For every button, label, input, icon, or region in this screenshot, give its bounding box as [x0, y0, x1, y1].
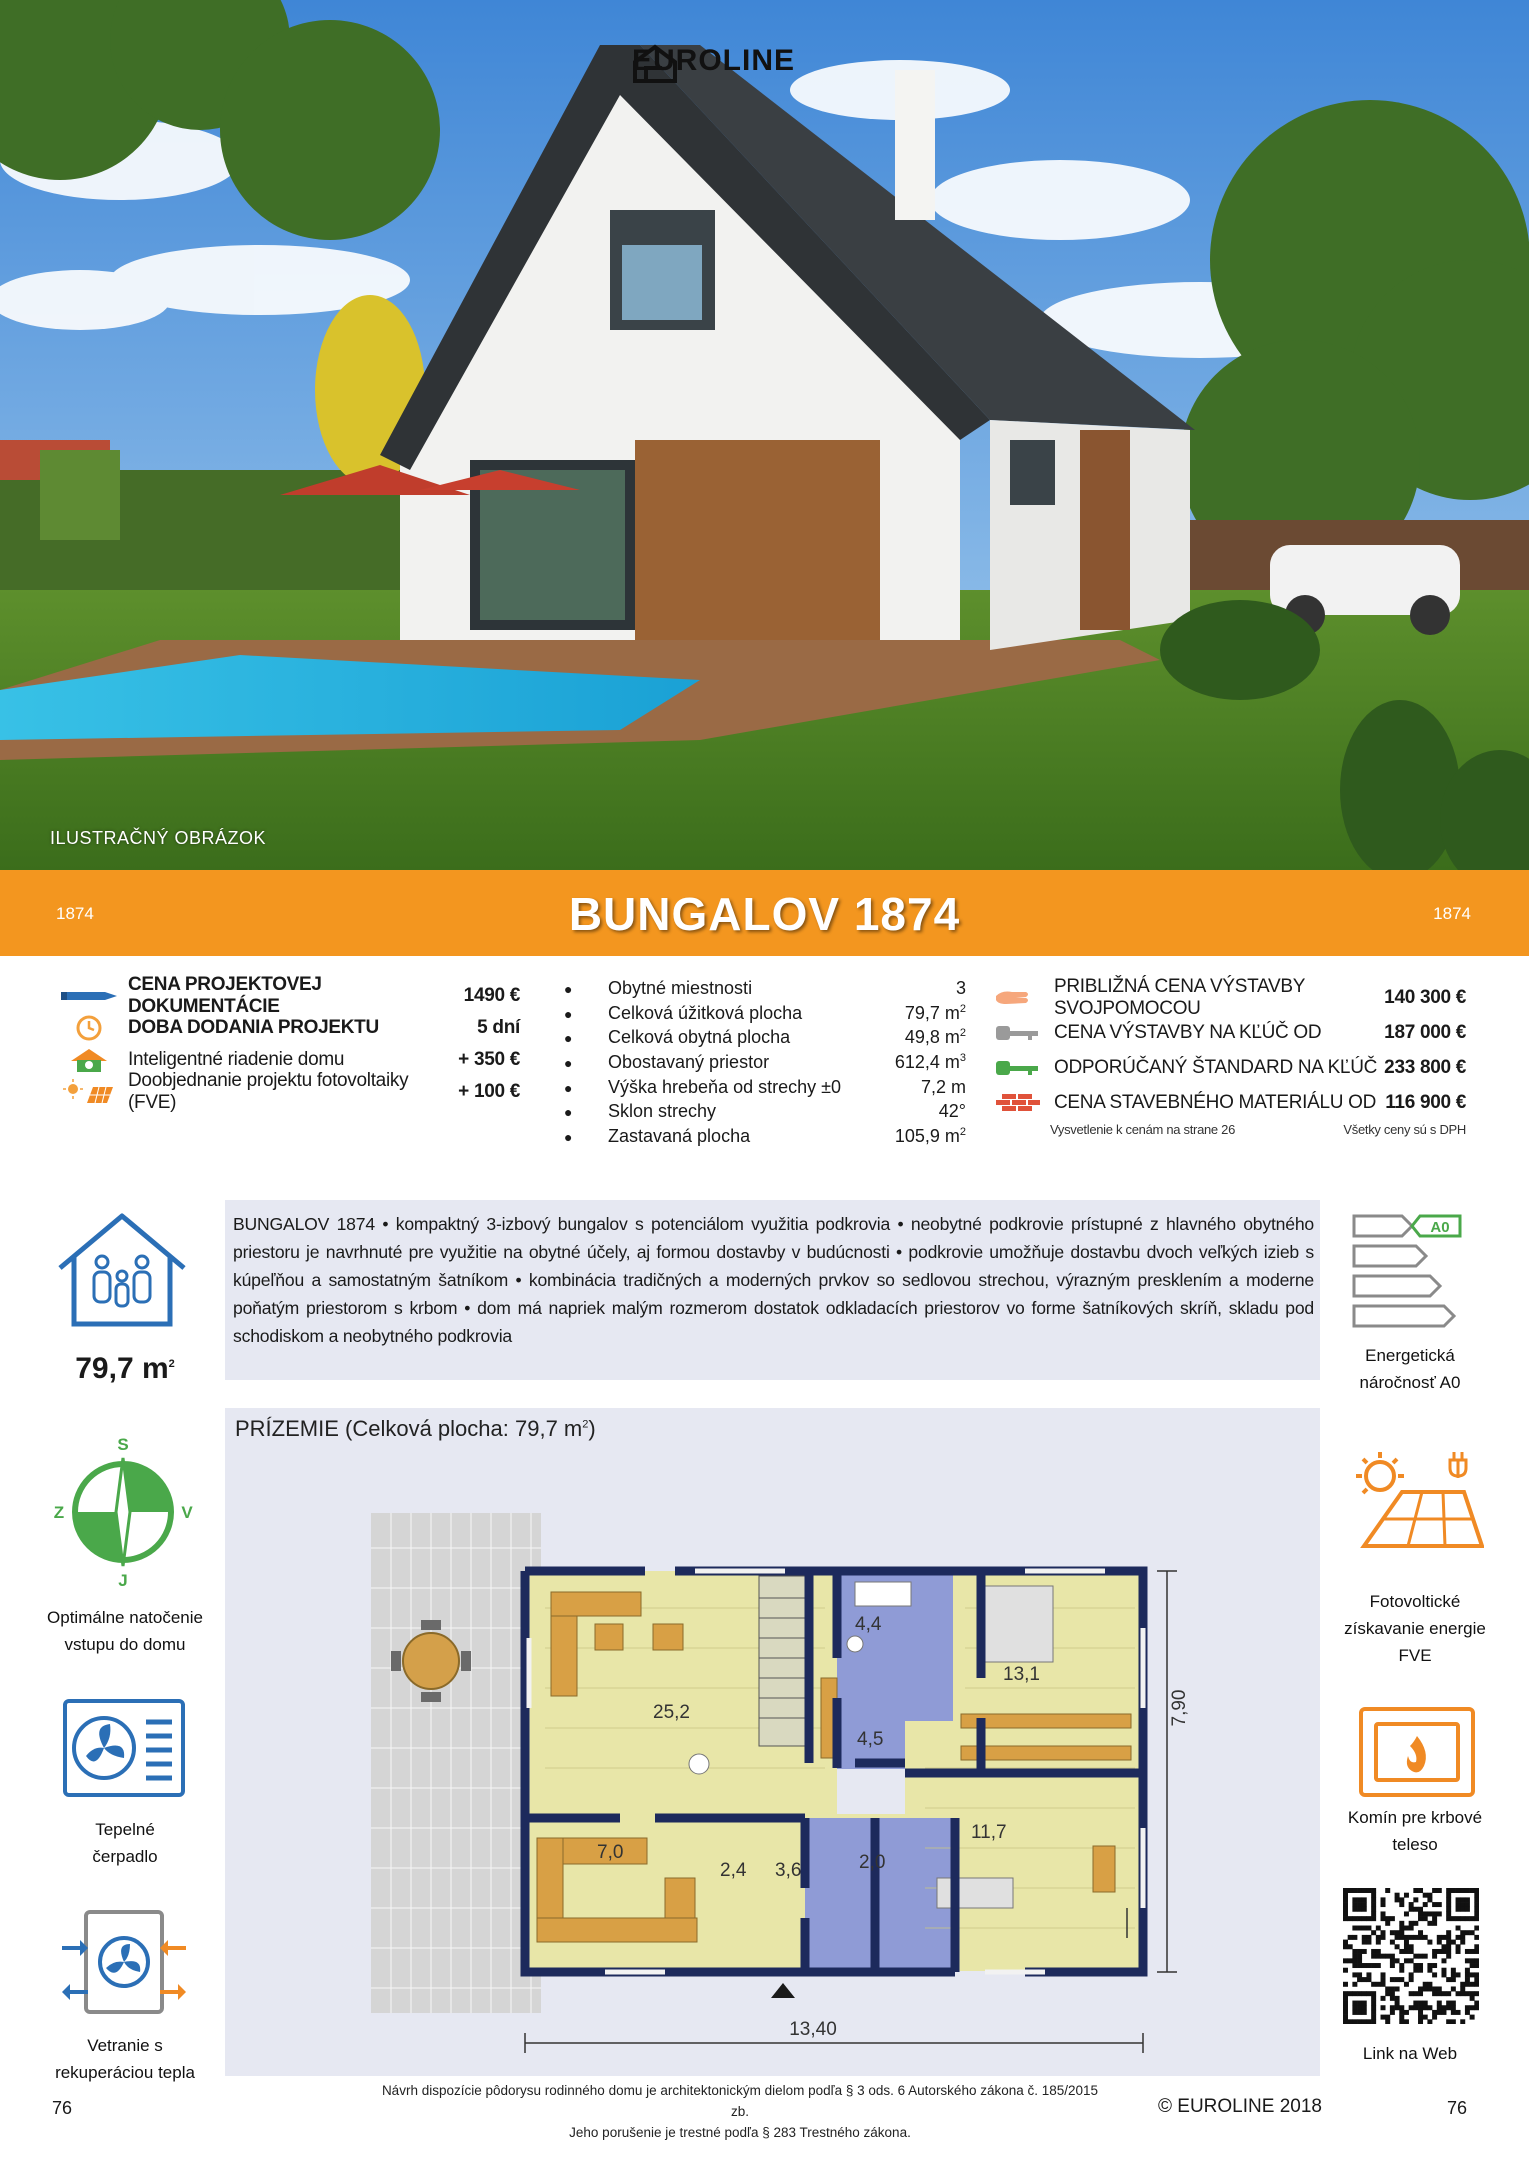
description-text: BUNGALOV 1874 • kompaktný 3-izbový bungalov s potenciálom využitia podkrovia • neobytné podkrovie prístupné z hlavného obytného priestoru je navrhnuté pre využitie na obytné účely, aj formou dostavby v budúcnosti • podkrovie umožňuje dostavbu dvoch veľkých izieb s kúpeľňou a samostatným šatníkom • kombinácia tradičných a moderných prvkov so sedlovou strechou, výrazným presklením a moderne poňatým priestorom s krbom • dom má napriek malým rozmerom dostatok odkladacích priestorov vo forme šatníkových skríň, skladu pod schodiskom a neobytného podkrovia [233, 1214, 1314, 1346]
price-row [996, 1050, 1466, 1085]
param-row: ● Obytné miestnosti 3 [564, 978, 966, 998]
logo-text: EUROLINE [632, 44, 796, 77]
compass-icon [50, 1436, 196, 1588]
grey-key-icon [996, 1019, 1050, 1047]
floor-plan [225, 1408, 1320, 2076]
cost-label: CENA PROJEKTOVEJ DOKUMENTÁCIE [128, 974, 322, 1017]
energy-rating-icon [1350, 1212, 1466, 1330]
fireplace-caption: Komín pre krbové teleso [1347, 1808, 1483, 1854]
price-label: CENA VÝSTAVBY NA KĽÚČ OD [1054, 1021, 1322, 1043]
ventilation-icon [58, 1906, 190, 2018]
cost-label: Doobjednanie projektu fotovoltaiky (FVE) [128, 1070, 409, 1113]
param-value: 79,7 $m^2$ [904, 1002, 966, 1023]
plan-title: PRÍZEMIE (Celková plocha: 79,7 $m^2$) [235, 1416, 596, 1441]
compass-south-label: J [118, 1571, 128, 1588]
project-code-right: 1874 [1433, 904, 1471, 923]
param-row: ● Celková úžitková plocha 79,7 $m^2$ [564, 1002, 966, 1023]
param-row: ● Výška hrebeňa od strechy ±0 7,2 m [564, 1076, 966, 1097]
room-area-label: 2,4 [720, 1860, 747, 1881]
total-area: 79,7 $m^2$ [75, 1352, 175, 1385]
cost-value: + 100 € [458, 1081, 520, 1102]
house-parameters [558, 978, 966, 1151]
param-row: ● Sklon strechy 42° [564, 1101, 966, 1122]
hand-icon [996, 984, 1050, 1012]
cost-label: DOBA DODANIA PROJEKTU [128, 1017, 379, 1038]
energy-caption: Energetická náročnosť A0 [1359, 1346, 1461, 1392]
house-logo-icon [632, 44, 678, 84]
param-label: Obytné miestnosti [608, 978, 753, 998]
orientation-caption: Optimálne natočenie vstupu do domu [47, 1608, 203, 1654]
param-label: Sklon strechy [608, 1101, 717, 1122]
cost-value: 5 dní [477, 1017, 520, 1038]
room-area-label: 7,0 [597, 1842, 624, 1863]
room-area-label: 11,7 [971, 1822, 1007, 1843]
euroline-logo[interactable] [632, 44, 795, 78]
room-area-label: 4,5 [857, 1729, 884, 1750]
price-value: 140 300 € [1384, 986, 1466, 1008]
price-explanation-note: Vysvetlenie k cenám na strane 26 [1050, 1122, 1236, 1137]
room-area-label: 4,4 [855, 1614, 882, 1635]
price-notes [996, 1122, 1466, 1137]
price-row [996, 1085, 1466, 1120]
construction-prices [996, 975, 1466, 1137]
image-caption: ILUSTRAČNÝ OBRÁZOK [50, 828, 267, 848]
copyright: © EUROLINE 2018 [1158, 2096, 1322, 2117]
cost-value: 1490 € [463, 985, 520, 1006]
price-label: PRIBLIŽNÁ CENA VÝSTAVBY SVOJPOMOCOU [1054, 975, 1305, 1019]
price-value: 187 000 € [1384, 1021, 1466, 1043]
cost-row [60, 1012, 520, 1044]
room-area-label: 13,1 [1003, 1664, 1040, 1685]
clock-icon [60, 1014, 118, 1042]
price-value: 116 900 € [1385, 1091, 1466, 1113]
param-row: ● Celková obytná plocha 49,8 $m^2$ [564, 1027, 966, 1048]
param-value: 105,9 $m^2$ [894, 1126, 966, 1147]
legal-line: Návrh dispozície pôdorysu rodinného domu je architektonickým dielom podľa § 3 ods. 6 Autorského zákona č. 185/2015 zb. [381, 2083, 1099, 2119]
cost-label: Inteligentné riadenie domu [128, 1049, 345, 1070]
param-label: Obostavaný priestor [608, 1052, 770, 1073]
heat-pump-icon [62, 1698, 186, 1798]
legal-notice [380, 2080, 1100, 2143]
cost-row [60, 1070, 520, 1113]
project-code-left: 1874 [56, 904, 94, 923]
bricks-icon [996, 1089, 1050, 1117]
solar-panel-icon [60, 1078, 118, 1106]
ventilation-caption: Vetranie s rekuperáciou tepla [55, 2036, 195, 2082]
smart-home-icon [60, 1046, 118, 1074]
price-value: 233 800 € [1384, 1056, 1466, 1078]
plan-depth-dimension: 7,90 [1169, 1689, 1190, 1727]
title-band [0, 870, 1529, 956]
legal-line: Jeho porušenie je trestné podľa § 283 Trestného zákona. [569, 2125, 911, 2140]
plan-width-dimension: 13,40 [789, 2019, 837, 2040]
cost-row [60, 974, 520, 1017]
photovoltaic-icon [1354, 1448, 1484, 1550]
vat-note: Všetky ceny sú s DPH [1343, 1122, 1466, 1137]
page-number-right: 76 [1446, 2098, 1467, 2118]
param-value: 49,8 $m^2$ [904, 1027, 966, 1048]
project-costs [60, 974, 520, 1113]
compass-west-label: Z [53, 1503, 65, 1522]
price-row [996, 975, 1466, 1019]
pencil-icon [60, 982, 118, 1010]
green-key-icon [996, 1054, 1050, 1082]
energy-class: A0 [1430, 1219, 1450, 1236]
room-area-label: 2,0 [859, 1852, 886, 1873]
hero-image [0, 0, 1529, 870]
param-label: Celková obytná plocha [608, 1027, 791, 1048]
floor-plan-panel [225, 1408, 1320, 2076]
description-panel [225, 1200, 1320, 1380]
page-number-left: 76 [52, 2098, 73, 2118]
price-label: ODPORÚČANÝ ŠTANDARD NA KĽÚČ [1054, 1056, 1378, 1078]
param-value: 42° [938, 1101, 966, 1122]
param-value: 3 [955, 978, 966, 998]
param-value: 7,2 m [920, 1076, 966, 1097]
family-home-icon [52, 1210, 192, 1330]
price-label: CENA STAVEBNÉHO MATERIÁLU OD [1054, 1091, 1377, 1113]
param-label: Zastavaná plocha [608, 1126, 751, 1147]
param-row: ● Zastavaná plocha 105,9 $m^2$ [564, 1126, 966, 1147]
qr-caption[interactable]: Link na Web [1362, 2044, 1458, 2063]
price-row [996, 1015, 1466, 1050]
room-area-label: 3,6 [775, 1860, 802, 1881]
qr-code-icon[interactable] [1343, 1888, 1479, 2024]
house-illustration [0, 0, 1529, 870]
fireplace-icon [1358, 1706, 1476, 1798]
compass-north-label: S [117, 1436, 129, 1454]
heat-pump-caption: Tepelné čerpadlo [92, 1820, 158, 1866]
page-title: BUNGALOV 1874 [568, 888, 961, 940]
compass-east-label: V [181, 1503, 193, 1522]
param-label: Výška hrebeňa od strechy ±0 [608, 1076, 842, 1097]
param-label: Celková úžitková plocha [608, 1002, 803, 1023]
param-value: 612,4 $m^3$ [894, 1052, 966, 1073]
room-area-label: 25,2 [653, 1702, 690, 1723]
cost-value: + 350 € [458, 1049, 520, 1070]
photovoltaic-caption: Fotovoltické získavanie energie FVE [1344, 1592, 1486, 1665]
param-row: ● Obostavaný priestor 612,4 $m^3$ [564, 1052, 966, 1073]
